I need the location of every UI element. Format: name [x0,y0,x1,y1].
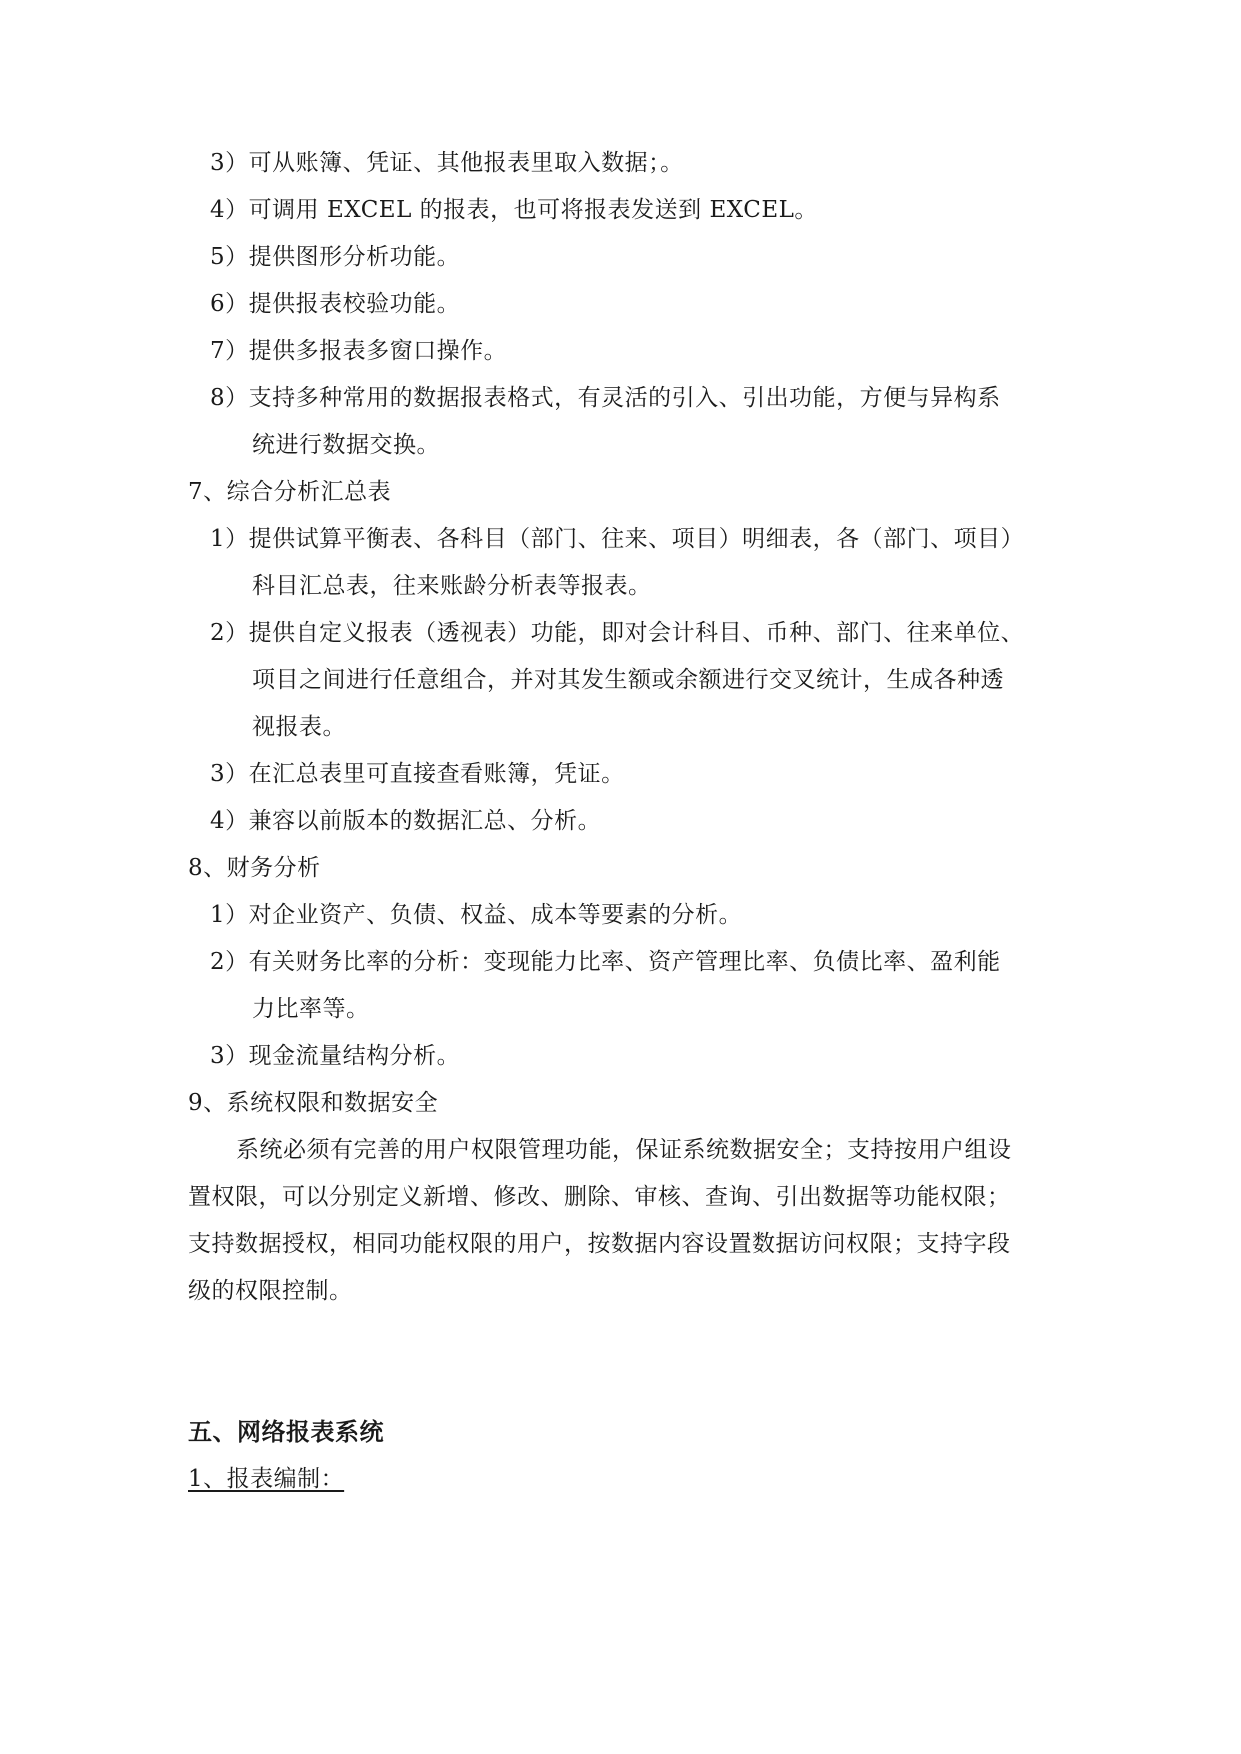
list-item-continuation: 视报表。 [252,714,346,740]
list-item: 7）提供多报表多窗口操作。 [210,338,508,364]
section-heading: 8、财务分析 [188,855,321,881]
paragraph-line: 支持数据授权，相同功能权限的用户，按数据内容设置数据访问权限；支持字段 [188,1231,1011,1257]
list-item: 5）提供图形分析功能。 [210,244,461,270]
list-item-continuation: 科目汇总表，往来账龄分析表等报表。 [252,573,652,599]
list-item: 2）有关财务比率的分析：变现能力比率、资产管理比率、负债比率、盈利能 [210,949,1001,975]
paragraph-line: 系统必须有完善的用户权限管理功能，保证系统数据安全；支持按用户组设 [236,1137,1012,1163]
paragraph-line: 级的权限控制。 [188,1278,353,1304]
list-item: 8）支持多种常用的数据报表格式，有灵活的引入、引出功能，方便与异构系 [210,385,1001,411]
section-heading: 7、综合分析汇总表 [188,479,392,505]
list-item-continuation: 力比率等。 [252,996,370,1022]
list-item: 4）兼容以前版本的数据汇总、分析。 [210,808,602,834]
chapter-heading: 五、网络报表系统 [188,1417,384,1446]
section-heading: 9、系统权限和数据安全 [188,1090,439,1116]
list-item: 4）可调用 EXCEL 的报表，也可将报表发送到 EXCEL。 [210,197,818,223]
list-item-continuation: 项目之间进行任意组合，并对其发生额或余额进行交叉统计，生成各种透 [252,667,1004,693]
paragraph-line: 置权限，可以分别定义新增、修改、删除、审核、查询、引出数据等功能权限； [188,1184,1011,1210]
subsection-heading: 1、报表编制： [188,1466,345,1492]
list-item-continuation: 统进行数据交换。 [252,432,440,458]
list-item: 1）提供试算平衡表、各科目（部门、往来、项目）明细表，各（部门、项目） [210,526,1025,552]
list-item: 1）对企业资产、负债、权益、成本等要素的分析。 [210,902,743,928]
list-item: 6）提供报表校验功能。 [210,291,461,317]
list-item: 3）现金流量结构分析。 [210,1043,461,1069]
list-item: 3）在汇总表里可直接查看账簿，凭证。 [210,761,625,787]
list-item: 2）提供自定义报表（透视表）功能，即对会计科目、币种、部门、往来单位、 [210,620,1025,646]
list-item: 3）可从账簿、凭证、其他报表里取入数据；。 [210,150,684,176]
